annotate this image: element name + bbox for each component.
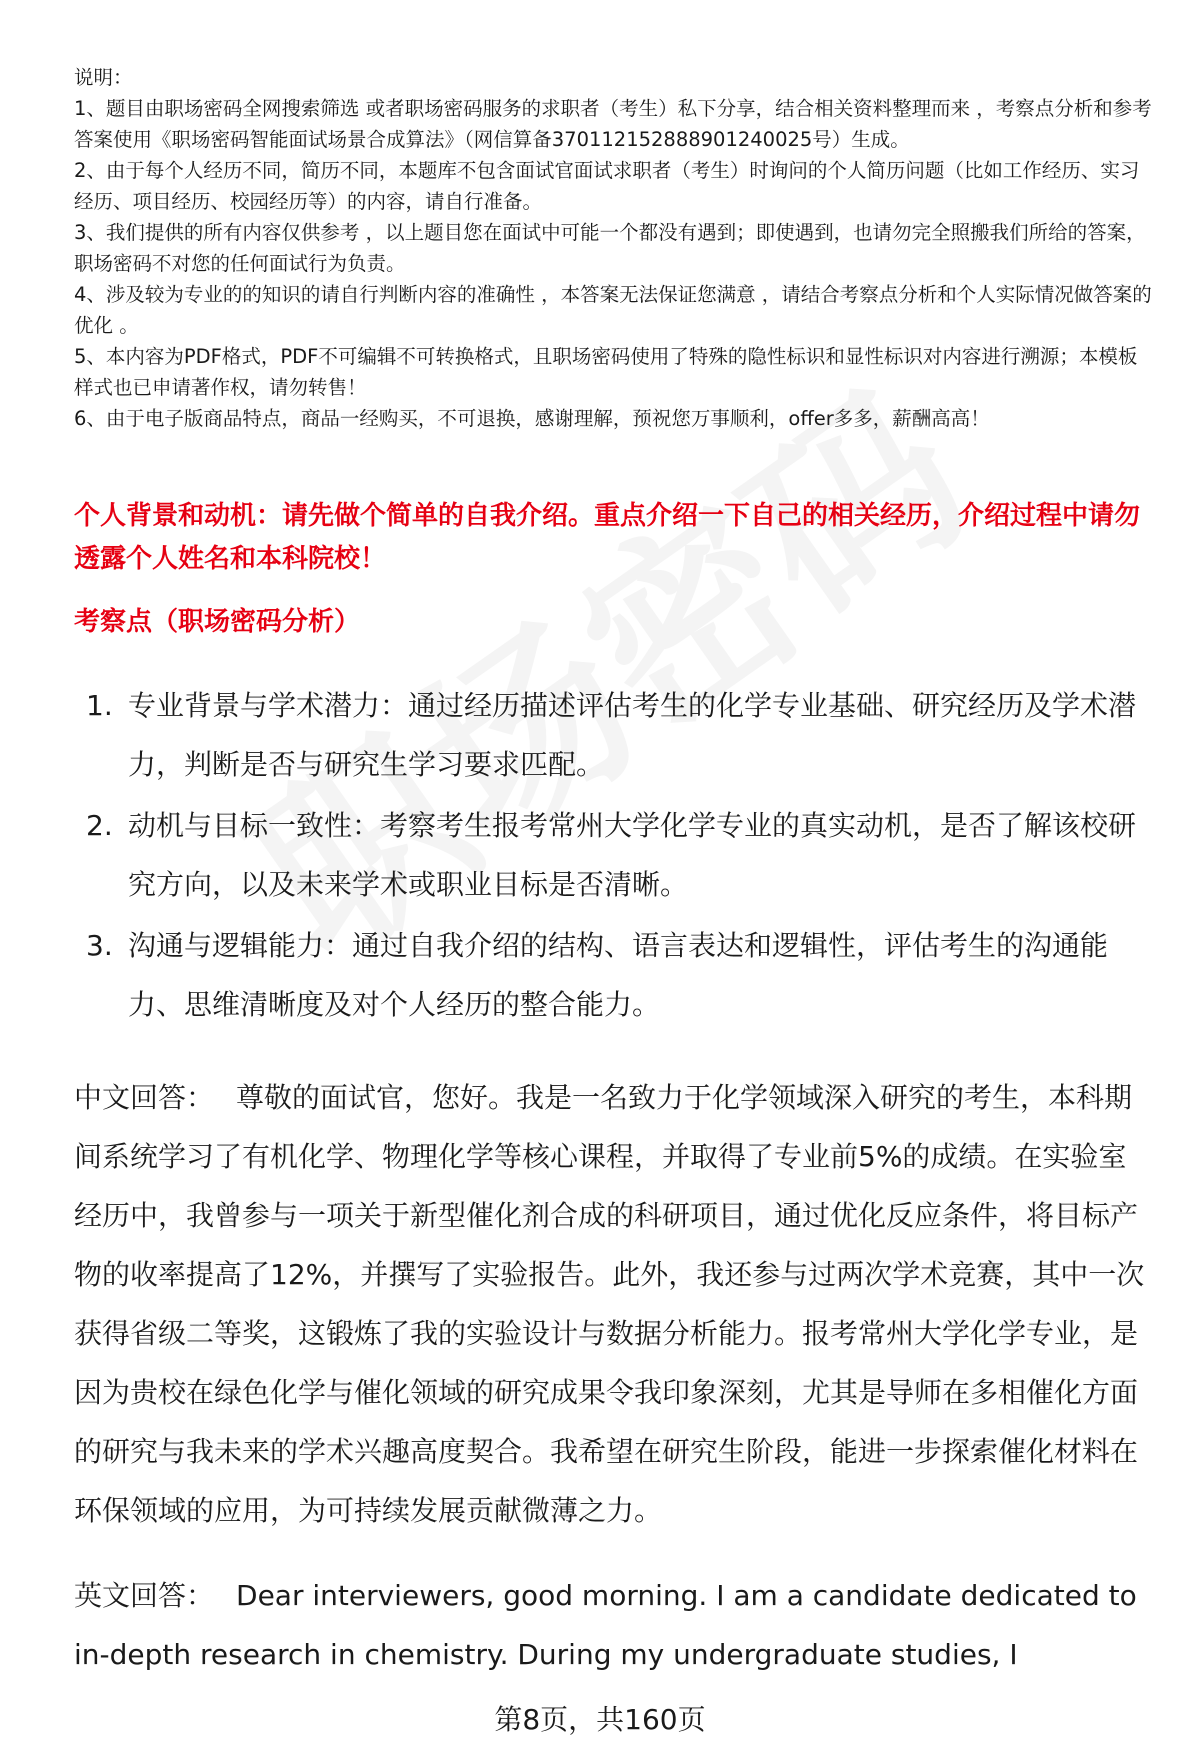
- point-number: 2.: [86, 809, 113, 842]
- english-answer-text: Dear interviewers, good morning. I am a candidate dedicated to in-depth research in chemistry. During my undergraduate studies, I: [74, 1579, 1137, 1671]
- note-item: 4、涉及较为专业的的知识的请自行判断内容的准确性 ，本答案无法保证您满意 ，请结合考察点分析和个人实际情况做答案的优化 。: [74, 283, 1152, 337]
- point-text: 动机与目标一致性：考察考生报考常州大学化学专业的真实动机，是否了解该校研究方向，以及未来学术或职业目标是否清晰。: [128, 809, 1137, 901]
- analysis-point: [74, 916, 1154, 1034]
- analysis-title: 考察点（职场密码分析）: [74, 607, 361, 637]
- analysis-point: [74, 796, 1154, 914]
- analysis-point: [74, 676, 1154, 794]
- analysis-points: [74, 676, 1154, 1036]
- point-number: 3.: [86, 929, 113, 962]
- point-text: 专业背景与学术潜力：通过经历描述评估考生的化学专业基础、研究经历及学术潜力，判断是否与研究生学习要求匹配。: [128, 689, 1137, 781]
- chinese-answer: [74, 1068, 1154, 1540]
- english-answer: [74, 1566, 1154, 1684]
- page-footer: 第8页，共160页: [494, 1703, 706, 1736]
- note-item: 1、题目由职场密码全网搜索筛选 或者职场密码服务的求职者（考生）私下分享，结合相关资料整理而来 ，考察点分析和参考答案使用《职场密码智能面试场景合成算法》（网信算备370112152888901240025号）生成。: [74, 97, 1152, 151]
- chinese-answer-label: 中文回答：: [74, 1081, 215, 1114]
- chinese-answer-text: 尊敬的面试官，您好。我是一名致力于化学领域深入研究的考生，本科期间系统学习了有机化学、物理化学等核心课程，并取得了专业前5%的成绩。在实验室经历中，我曾参与一项关于新型催化剂合成的科研项目，通过优化反应条件，将目标产物的收率提高了12%，并撰写了实验报告。此外，我还参与过两次学术竞赛，其中一次获得省级二等奖，这锻炼了我的实验设计与数据分析能力。报考常州大学化学专业，是因为贵校在绿色化学与催化领域的研究成果令我印象深刻，尤其是导师在多相催化方面的研究与我未来的学术兴趣高度契合。我希望在研究生阶段，能进一步探索催化材料在环保领域的应用，为可持续发展贡献微薄之力。: [74, 1081, 1145, 1527]
- note-item: 2、由于每个人经历不同，简历不同，本题库不包含面试官面试求职者（考生）时询问的个人简历问题（比如工作经历、实习经历、项目经历、校园经历等）的内容，请自行准备。: [74, 159, 1140, 213]
- note-item: 3、我们提供的所有内容仅供参考 ，以上题目您在面试中可能一个都没有遇到；即使遇到，也请勿完全照搬我们所给的答案，职场密码不对您的任何面试行为负责。: [74, 221, 1146, 275]
- note-item: 6、由于电子版商品特点，商品一经购买，不可退换，感谢理解，预祝您万事顺利，offer多多，薪酬高高！: [74, 407, 990, 430]
- notes-heading: 说明：: [74, 66, 133, 89]
- note-item: 5、本内容为PDF格式，PDF不可编辑不可转换格式，且职场密码使用了特殊的隐性标识和显性标识对内容进行溯源；本模板样式也已申请著作权，请勿转售！: [74, 345, 1138, 399]
- point-number: 1.: [86, 689, 113, 722]
- english-answer-label: 英文回答：: [74, 1579, 215, 1612]
- disclaimer-notes: [74, 62, 1154, 434]
- point-text: 沟通与逻辑能力：通过自我介绍的结构、语言表达和逻辑性，评估考生的沟通能力、思维清晰度及对个人经历的整合能力。: [128, 929, 1109, 1021]
- interview-question: 个人背景和动机：请先做个简单的自我介绍。重点介绍一下自己的相关经历，介绍过程中请勿透露个人姓名和本科院校！: [74, 501, 1141, 574]
